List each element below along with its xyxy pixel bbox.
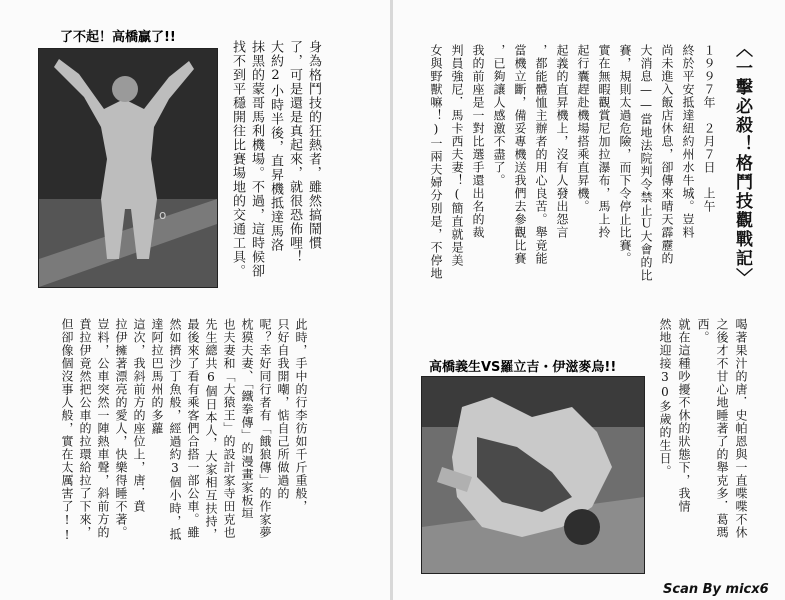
fighter-victory-photo xyxy=(38,48,218,288)
left-body-col-5: 找不到平穩開往比賽場地的交通工具。 xyxy=(230,40,245,278)
left-lower-col-14: 但卻像個沒事人般，實在太厲害了!! xyxy=(60,318,74,543)
right-body-col-2: 終於平安抵達紐約州水牛城。豈料 xyxy=(681,44,695,239)
scan-credit: Scan By micx6 xyxy=(663,582,769,597)
grappling-match-photo xyxy=(421,376,645,574)
right-photo-caption: 高橋義生VS羅立吉・伊滋麥烏!! xyxy=(429,360,617,375)
left-body-text xyxy=(228,40,323,290)
left-lower-col-3: 呢？幸好同行者有「餓狼傳」的作家夢 xyxy=(258,318,272,539)
left-body-col-1: 身為格鬥技的狂熱者，雖然搞鬧慣 xyxy=(306,40,321,250)
left-body-col-4: 抹黑的蒙哥馬利機場。不過，這時候卻 xyxy=(249,40,264,278)
right-body-col-12: 我的前座是一對比選手還出名的裁 xyxy=(471,44,485,239)
left-lower-col-2: 只好自我開嘲，惦自己所做過的 xyxy=(276,318,290,500)
left-lower-text xyxy=(58,318,310,568)
right-body-col-9: ，都能體恤主辦者的用心良苦。舉竟能 xyxy=(534,44,548,265)
left-photo-caption: 了不起！高橋贏了!! xyxy=(60,30,176,45)
right-body-col-4: 大消息——當地法院判令禁止Ｕ大會的比 xyxy=(639,44,653,282)
right-body-col-6: 實在無暇觀賞尼加拉瀑布，馬上拎 xyxy=(597,44,611,239)
left-lower-col-8: 然如擠沙丁魚般，經過約3個小時，抵 xyxy=(168,318,182,541)
right-body-text xyxy=(425,44,719,296)
left-lower-col-13: 賁拉伊竟然把公車的拉環給拉了下來， xyxy=(78,318,92,539)
right-side-col-3: 西。 xyxy=(696,318,710,344)
left-lower-col-12: 豈料，公車突然一陣熱車聲，斜前方的 xyxy=(96,318,110,539)
left-lower-col-9: 達阿拉巴馬州的多蘿 xyxy=(150,318,164,435)
left-lower-col-5: 也夫妻和「大猿王」的設計家寺田克也 xyxy=(222,318,236,539)
right-body-col-5: 賽，規則太過危險，而下令停止比賽。 xyxy=(618,44,632,265)
left-lower-col-1: 此時，手中的行李彷如千斤重般， xyxy=(294,318,308,513)
right-side-col-5: 然地迎接30多歲的生日。 xyxy=(658,318,672,478)
left-page xyxy=(0,0,392,600)
left-lower-col-11: 拉伊擁著漂亮的愛人，快樂得睡不著。 xyxy=(114,318,128,539)
right-body-col-8: 起義的直昇機上，沒有人發出怨言 xyxy=(555,44,569,239)
article-heading: 〈一擊必殺！格鬥技觀戰記〉 xyxy=(732,40,752,287)
right-side-col-4: 就在這種吵擾不休的狀態下，我情 xyxy=(677,318,691,513)
right-body-col-14: 女與野獸嘛！)一兩夫婦分別是，不停地 xyxy=(429,44,443,280)
left-lower-col-6: 先生總共6個日本人，大家相互扶持， xyxy=(204,318,218,541)
right-side-col-2: 之後才不甘心地睡著了的舉克多．葛瑪 xyxy=(715,318,729,539)
right-body-col-11: ，已夠讓人感激不盡了。 xyxy=(492,44,506,187)
left-body-col-3: 大約2小時半後，直昇機抵達馬洛 xyxy=(268,40,283,252)
left-lower-col-4: 枕獏夫妻、「鐵拳傳」的漫畫家板垣 xyxy=(240,318,254,520)
right-body-col-3: 尚未進入飯店休息，卻傳來晴天霹靂的 xyxy=(660,44,674,265)
right-body-col-13: 判員強尼．馬卡西夫妻！(簡直就是美 xyxy=(450,44,464,267)
left-lower-col-7: 最後來了看有乘客們合搭一部公車。雖 xyxy=(186,318,200,539)
right-side-col-1: 喝著果汁的唐．史帕恩與一直喋喋不休 xyxy=(734,318,748,539)
svg-text:o: o xyxy=(159,208,167,222)
right-side-text xyxy=(655,318,750,578)
right-body-col-10: 當機立斷，備妥專機送我們去參觀比賽 xyxy=(513,44,527,265)
right-body-col-7: 起行囊趕赴機場搭乘直昇機。 xyxy=(576,44,590,213)
right-body-col-1: １９９７年 ２月７日 上午 xyxy=(702,44,716,213)
right-page xyxy=(393,0,785,600)
left-body-col-2: 了，可是還是真起來，就很恐佈哩！ xyxy=(287,40,302,264)
left-lower-col-10: 這次，我斜前方的座位上，唐．賁 xyxy=(132,318,146,513)
